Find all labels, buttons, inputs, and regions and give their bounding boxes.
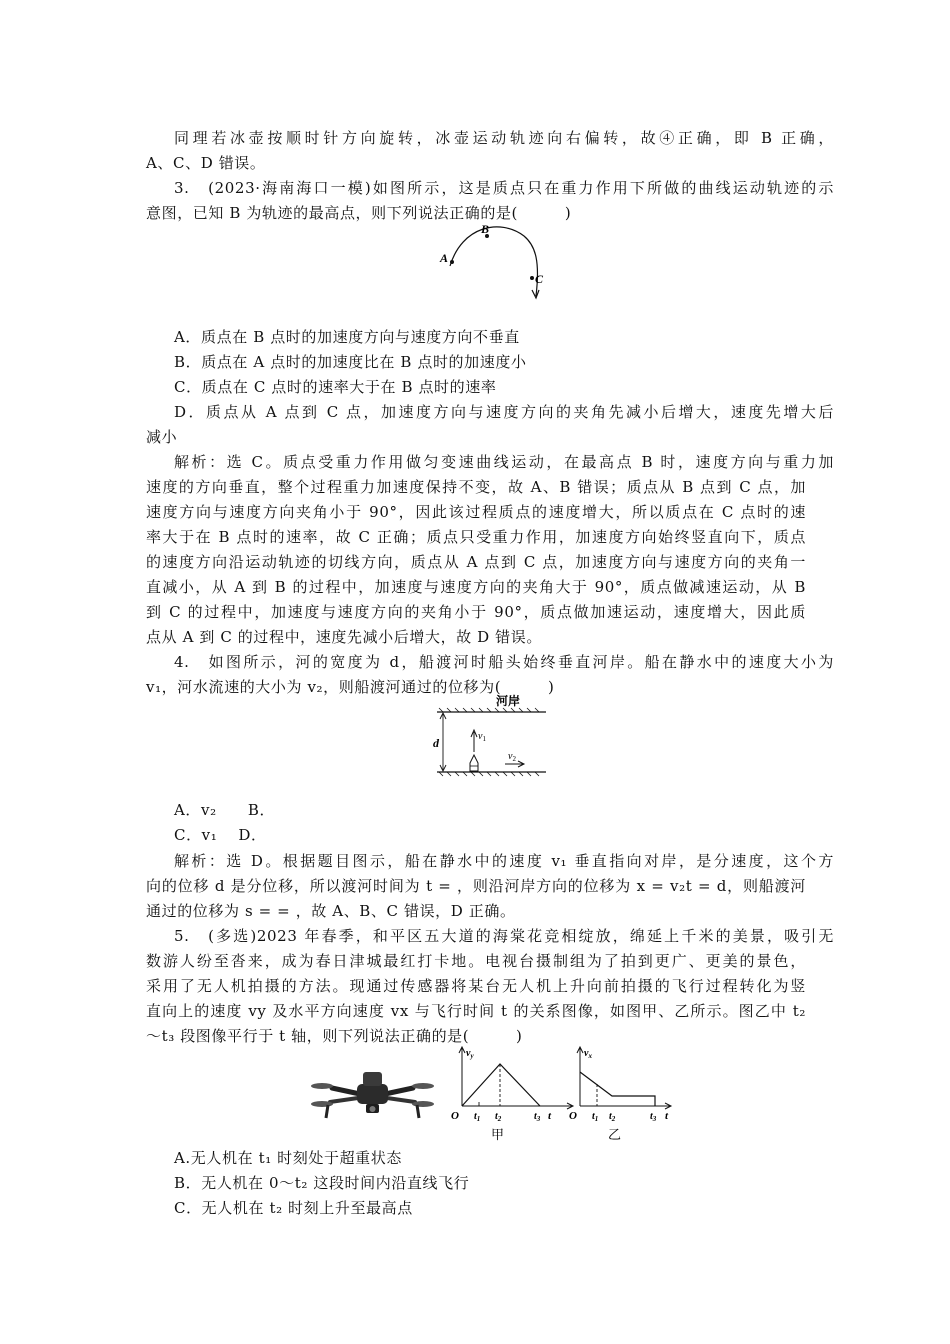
graph-jia-line [462,1064,540,1106]
option-3d-line-1: D．质点从 A 点到 C 点，加速度方向与速度方向的夹角先减小后增大，速度先增大后 [174,403,834,421]
graph-yi-origin: O [569,1110,577,1122]
drone-photo-icon [310,1062,435,1122]
graph-yi-line [580,1072,655,1106]
solution-3-line-7: 到 C 的过程中，加速度与速度方向的夹角小于 90°，质点做加速运动，速度增大，因此质 [146,603,806,621]
solution-3-line-6: 直减小，从 A 到 B 的过程中，加速度与速度方向的夹角大于 90°，质点做减速运动，从 B [146,578,806,596]
option-5c: C．无人机在 t₂ 时刻上升至最高点 [174,1199,413,1217]
v1-label: $v_1$ [478,731,486,743]
option-4-cd: C．v₁ D． [174,826,267,844]
option-4-ab: A．v₂ B． [174,801,276,819]
graph-yi-t-label: t [665,1110,669,1122]
point-c-dot [530,276,534,280]
question-4-stem-line-2: v₁，河水流速的大小为 v₂，则船渡河通过的位移为( ) [146,678,555,696]
solution-3-line-5: 的速度方向沿运动轨迹的切线方向，质点从 A 点到 C 点，加速度方向与速度方向的夹角一 [146,553,806,571]
option-3b: B．质点在 A 点时的加速度比在 B 点时的加速度小 [174,353,527,371]
solution-4-line-2: 向的位移 d 是分位移，所以渡河时间为 t = ，则沿河岸方向的位移为 x = v₂t = d，则船渡河 [146,877,806,895]
solution-3-line-1: 解析：选 C。质点受重力作用做匀变速曲线运动，在最高点 B 时，速度方向与重力加 [174,453,834,471]
graph-jia-y-label: $v_y$ [466,1048,474,1060]
trajectory-curve [450,227,538,296]
option-5b: B．无人机在 0～t₂ 这段时间内沿直线飞行 [174,1174,470,1192]
text-line-1: 同理若冰壶按顺时针方向旋转，冰壶运动轨迹向右偏转，故④正确，即 B 正确， [174,129,834,147]
graph-yi [566,1044,696,1144]
solution-3-line-2: 速度的方向垂直，整个过程重力加速度保持不变，故 A、B 错误；质点从 B 点到 C 点，加 [146,478,806,496]
graph-jia [448,1044,578,1144]
graph-yi-caption: 乙 [608,1128,622,1143]
v2-label: $v_2$ [508,751,516,763]
option-5a: A.无人机在 t₁ 时刻处于超重状态 [174,1149,402,1167]
graph-yi-y-label: $v_x$ [584,1048,592,1060]
option-3a: A．质点在 B 点时的加速度方向与速度方向不垂直 [174,328,520,346]
question-5-stem-line-1: 5. (多选)2023 年春季，和平区五大道的海棠花竞相绽放，绵延上千米的美景，吸引无 [174,927,834,945]
option-3d-line-2: 减小 [146,428,178,446]
point-c-label: C [535,272,544,286]
question-5-stem-line-3: 采用了无人机拍摄的方法。现通过传感器将某台无人机上升向前拍摄的飞行过程转化为竖 [146,977,806,995]
question-5-stem-line-2: 数游人纷至沓来，成为春日津城最红打卡地。电视台摄制组为了拍到更广、更美的景色， [146,952,806,970]
graph-jia-t2: $t_2$ [495,1111,502,1123]
question-5-stem-line-5: ～t₃ 段图像平行于 t 轴，则下列说法正确的是( ) [146,1027,523,1045]
point-a-dot [450,260,454,264]
point-a-label: A [440,251,449,265]
graph-yi-t2: $t_2$ [609,1111,616,1123]
graph-jia-t3: $t_3$ [534,1111,541,1123]
question-4-stem-line-1: 4. 如图所示，河的宽度为 d，船渡河时船头始终垂直河岸。船在静水中的速度大小为 [174,653,834,671]
graph-jia-caption: 甲 [491,1128,505,1143]
graph-yi-t3: $t_3$ [650,1111,657,1123]
question-5-stem-line-4: 直向上的速度 vy 及水平方向速度 vx 与飞行时间 t 的关系图像，如图甲、乙所示。图乙中 t₂ [146,1002,806,1020]
solution-4-line-1: 解析：选 D。根据题目图示，船在静水中的速度 v₁ 垂直指向对岸，是分速度，这个方 [174,852,834,870]
solution-3-line-3: 速度方向与速度方向夹角小于 90°，因此该过程质点的速度增大，所以质点在 C 点时的速 [146,503,806,521]
solution-3-line-8: 点从 A 到 C 的过程中，速度先减小后增大，故 D 错误。 [146,628,542,646]
trajectory-figure [436,222,556,302]
point-b-label: B [481,222,490,236]
trajectory-arrowhead [532,290,539,298]
question-3-stem-line-1: 3. (2023·海南海口一模)如图所示，这是质点只在重力作用下所做的曲线运动轨迹的示 [174,179,834,197]
graph-yi-t1: $t_1$ [592,1111,599,1123]
graph-jia-t-label: t [548,1110,552,1122]
text-line-2: A、C、D 错误。 [146,154,266,172]
question-3-stem-line-2: 意图，已知 B 为轨迹的最高点，则下列说法正确的是( ) [146,204,572,222]
river-width-label: d [433,736,439,750]
graph-jia-origin: O [451,1110,459,1122]
option-3c: C．质点在 C 点时的速率大于在 B 点时的速率 [174,378,497,396]
river-figure [430,692,550,784]
solution-4-line-3: 通过的位移为 s = = ，故 A、B、C 错误，D 正确。 [146,902,516,920]
solution-3-line-4: 率大于在 B 点时的速率，故 C 正确；质点只受重力作用，加速度方向始终竖直向下，质点 [146,528,806,546]
river-bank-label: 河岸 [496,694,521,708]
graph-jia-t1: $t_1$ [474,1111,481,1123]
boat-shape [470,755,478,771]
